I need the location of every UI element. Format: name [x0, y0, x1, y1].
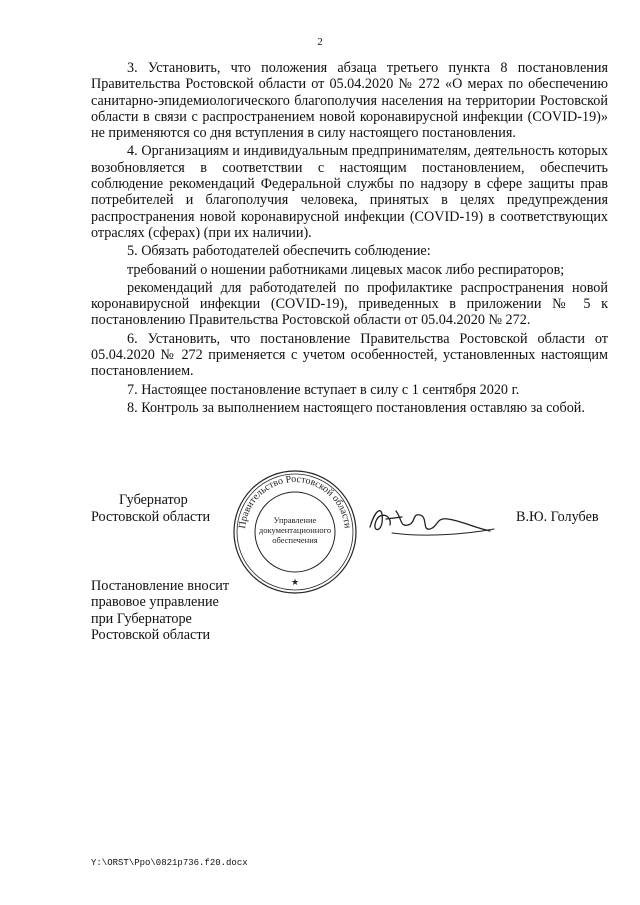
seal-inner-line-1: Управление [273, 515, 317, 525]
handwritten-signature [362, 497, 502, 541]
paragraph-6: 6. Установить, что постановление Правительства Ростовской области от 05.04.2020 № 272 применяется с учетом особенностей, установленных настоящим постановлением. [91, 330, 608, 380]
submitted-line-2: правовое управление [91, 594, 219, 611]
submitted-line-3: при Губернаторе [91, 610, 192, 627]
paragraph-5-item-1: требований о ношении работниками лицевых масок либо респираторов; [127, 261, 565, 278]
seal-star-icon: ★ [290, 577, 300, 587]
seal-outer-text: Правительство Ростовской области [237, 473, 353, 530]
signer-title [91, 492, 210, 526]
submitted-line-1: Постановление вносит [91, 578, 230, 594]
signer-title-line-2: Ростовской области [91, 509, 211, 525]
signer-title-line-1: Губернатор [119, 492, 188, 508]
document-body [91, 60, 608, 418]
paragraph-7: 7. Настоящее постановление вступает в силу с 1 сентября 2020 г. [127, 381, 520, 398]
paragraph-5-item-2: рекомендаций для работодателей по профилактике распространения новой коронавирусной инфекции (COVID-19), приведенных в приложении № 5 к постановлению Правительства Ростовской области от 05.04.2020 № 272. [91, 279, 608, 329]
submitted-by-note [91, 578, 229, 643]
official-seal [232, 469, 358, 595]
seal-inner-line-2: документационного [258, 525, 332, 535]
signer-name: В.Ю. Голубев [516, 509, 599, 525]
seal-inner-line-3: обеспечения [272, 535, 318, 545]
paragraph-3: 3. Установить, что положения абзаца третьего пункта 8 постановления Правительства Ростовской области от 05.04.2020 № 272 «О мерах по обеспечению санитарно-эпидемиологического благополучия населения на территории Ростовской области в связи с распространением новой коронавирусной инфекции (COVID-19)» не применяются со дня вступления в силу настоящего постановления. [91, 60, 608, 142]
submitted-line-4: Ростовской области [91, 626, 211, 643]
page-number: 2 [317, 36, 323, 48]
file-path-footer: Y:\ORST\Ppo\0821p736.f20.docx [91, 858, 248, 868]
paragraph-5: 5. Обязать работодателей обеспечить соблюдение: [127, 243, 431, 260]
paragraph-8: 8. Контроль за выполнением настоящего постановления оставляю за собой. [127, 399, 585, 416]
paragraph-4: 4. Организациям и индивидуальным предпринимателям, деятельность которых возобновляется в соответствии с настоящим постановлением, обеспечить соблюдение рекомендаций Федеральной службы по надзору в сфере защиты прав потребителей и благополучия человека, принятых в целях предупреждения распространения новой коронавирусной инфекции (COVID-19) в соответствующих отраслях (сферах) (при их наличии). [91, 143, 608, 241]
